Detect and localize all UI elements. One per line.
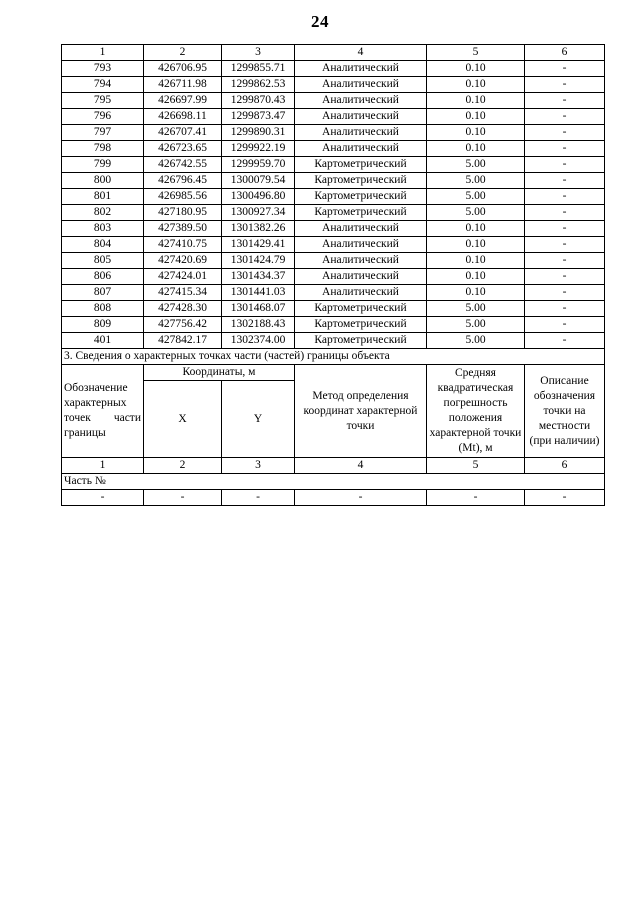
table-cell: - [525,61,605,77]
table-cell: 1300927.34 [222,205,295,221]
table-cell: - [525,333,605,349]
table-cell: 1301434.37 [222,269,295,285]
table-cell: 426706.95 [144,61,222,77]
table-cell: - [525,490,605,506]
part-label-row [62,474,605,490]
table-cell: - [525,205,605,221]
column-number-row [62,45,605,61]
table-cell: 799 [62,157,144,173]
table-cell: Картометрический [295,189,427,205]
table-cell: - [525,301,605,317]
table-cell: 793 [62,61,144,77]
table-cell: 426796.45 [144,173,222,189]
section-3-column-number-row [62,458,605,474]
header-y: Y [222,381,295,458]
table-cell: - [525,285,605,301]
table-cell: Аналитический [295,253,427,269]
table-cell: Аналитический [295,285,427,301]
table-cell: 426711.98 [144,77,222,93]
table-cell: 1299870.43 [222,93,295,109]
table-row [62,253,605,269]
table-cell: - [525,237,605,253]
table-cell: 1300496.80 [222,189,295,205]
table-row [62,269,605,285]
table-cell: 1299855.71 [222,61,295,77]
table-cell: 808 [62,301,144,317]
table-cell: 798 [62,141,144,157]
table-row [62,317,605,333]
table-cell: 5.00 [427,205,525,221]
table-cell: Картометрический [295,317,427,333]
table-cell: 1299862.53 [222,77,295,93]
table-row [62,333,605,349]
table-cell: 5.00 [427,189,525,205]
table-cell: 5.00 [427,301,525,317]
header-designation: Обозначение характерных точек части границы [62,365,144,458]
table-cell: 796 [62,109,144,125]
table-cell: - [427,490,525,506]
table-cell: 427410.75 [144,237,222,253]
table-cell: 1299922.19 [222,141,295,157]
table-cell: - [525,173,605,189]
page-number: 24 [311,12,329,31]
table-cell: 1301429.41 [222,237,295,253]
table-row [62,157,605,173]
section-3-empty-row [62,490,605,506]
header-description: Описание обозначения точки на местности (при наличии) [525,365,605,458]
table-cell: 800 [62,173,144,189]
table-row [62,221,605,237]
table-cell: - [525,125,605,141]
table-cell: 1302374.00 [222,333,295,349]
table-cell: 1299959.70 [222,157,295,173]
table-cell: - [222,490,295,506]
table-cell: - [62,490,144,506]
table-cell: 1300079.54 [222,173,295,189]
table-cell: 0.10 [427,285,525,301]
table-cell: Аналитический [295,221,427,237]
table-cell: Картометрический [295,205,427,221]
table-cell: 0.10 [427,61,525,77]
column-number: 4 [295,458,427,474]
table-cell: 426742.55 [144,157,222,173]
table-cell: Картометрический [295,333,427,349]
column-number: 6 [525,45,605,61]
column-number: 2 [144,458,222,474]
column-number: 3 [222,45,295,61]
section-3-title: 3. Сведения о характерных точках части (частей) границы объекта [62,349,605,365]
table-cell: 805 [62,253,144,269]
table-cell: - [525,253,605,269]
table-cell: 809 [62,317,144,333]
table-cell: 794 [62,77,144,93]
coordinates-table [61,44,605,506]
header-method: Метод определения координат характерной точки [295,365,427,458]
table-cell: 797 [62,125,144,141]
table-cell: 0.10 [427,109,525,125]
table-cell: - [525,269,605,285]
column-number: 5 [427,45,525,61]
table-row [62,93,605,109]
table-row [62,125,605,141]
table-cell: 426723.65 [144,141,222,157]
coordinates-table-container [61,44,604,506]
table-cell: Аналитический [295,77,427,93]
header-x: X [144,381,222,458]
table-row [62,189,605,205]
part-label: Часть № [62,474,605,490]
table-cell: 801 [62,189,144,205]
table-cell: Картометрический [295,157,427,173]
table-cell: 1301382.26 [222,221,295,237]
table-cell: - [525,157,605,173]
table-row [62,141,605,157]
table-cell: 426707.41 [144,125,222,141]
table-cell: 0.10 [427,221,525,237]
table-cell: 795 [62,93,144,109]
table-cell: Аналитический [295,141,427,157]
table-cell: 426985.56 [144,189,222,205]
table-cell: 1302188.43 [222,317,295,333]
table-cell: 1301424.79 [222,253,295,269]
table-cell: 0.10 [427,237,525,253]
table-cell: Аналитический [295,125,427,141]
table-cell: 0.10 [427,77,525,93]
column-number: 5 [427,458,525,474]
column-number: 6 [525,458,605,474]
table-cell: 427415.34 [144,285,222,301]
table-cell: 1299873.47 [222,109,295,125]
table-row [62,109,605,125]
table-cell: 804 [62,237,144,253]
section-3-title-row [62,349,605,365]
table-row [62,77,605,93]
table-row [62,205,605,221]
table-cell: 1301441.03 [222,285,295,301]
table-cell: Аналитический [295,93,427,109]
table-cell: 1301468.07 [222,301,295,317]
table-row [62,61,605,77]
table-cell: - [525,317,605,333]
table-cell: 427389.50 [144,221,222,237]
table-cell: - [525,77,605,93]
table-cell: Аналитический [295,61,427,77]
table-cell: - [525,109,605,125]
column-number: 2 [144,45,222,61]
table-cell: 426697.99 [144,93,222,109]
table-cell: 5.00 [427,157,525,173]
table-cell: Аналитический [295,269,427,285]
table-row [62,285,605,301]
table-cell: - [525,189,605,205]
table-cell: 427180.95 [144,205,222,221]
table-cell: 427420.69 [144,253,222,269]
header-accuracy: Средняя квадратическая погрешность положения характерной точки (Mt), м [427,365,525,458]
table-cell: Аналитический [295,237,427,253]
table-cell: 427756.42 [144,317,222,333]
table-cell: 0.10 [427,253,525,269]
table-cell: 5.00 [427,333,525,349]
table-cell: 0.10 [427,125,525,141]
table-cell: Картометрический [295,173,427,189]
table-cell: 802 [62,205,144,221]
table-cell: - [295,490,427,506]
table-cell: 806 [62,269,144,285]
main-table-body [62,45,605,506]
table-cell: Картометрический [295,301,427,317]
column-number: 3 [222,458,295,474]
table-cell: 0.10 [427,93,525,109]
table-cell: 427424.01 [144,269,222,285]
table-cell: 1299890.31 [222,125,295,141]
table-cell: - [525,141,605,157]
table-cell: 807 [62,285,144,301]
table-cell: Аналитический [295,109,427,125]
table-cell: 803 [62,221,144,237]
table-row [62,237,605,253]
table-cell: 0.10 [427,141,525,157]
table-cell: - [144,490,222,506]
column-number: 4 [295,45,427,61]
table-cell: 401 [62,333,144,349]
table-cell: 5.00 [427,317,525,333]
column-number: 1 [62,458,144,474]
header-coordinates: Координаты, м [144,365,295,381]
table-cell: - [525,93,605,109]
table-cell: 0.10 [427,269,525,285]
table-cell: 5.00 [427,173,525,189]
table-cell: - [525,221,605,237]
table-cell: 427842.17 [144,333,222,349]
table-cell: 427428.30 [144,301,222,317]
column-number: 1 [62,45,144,61]
table-row [62,301,605,317]
table-cell: 426698.11 [144,109,222,125]
table-row [62,173,605,189]
section-3-header-row-1 [62,365,605,381]
